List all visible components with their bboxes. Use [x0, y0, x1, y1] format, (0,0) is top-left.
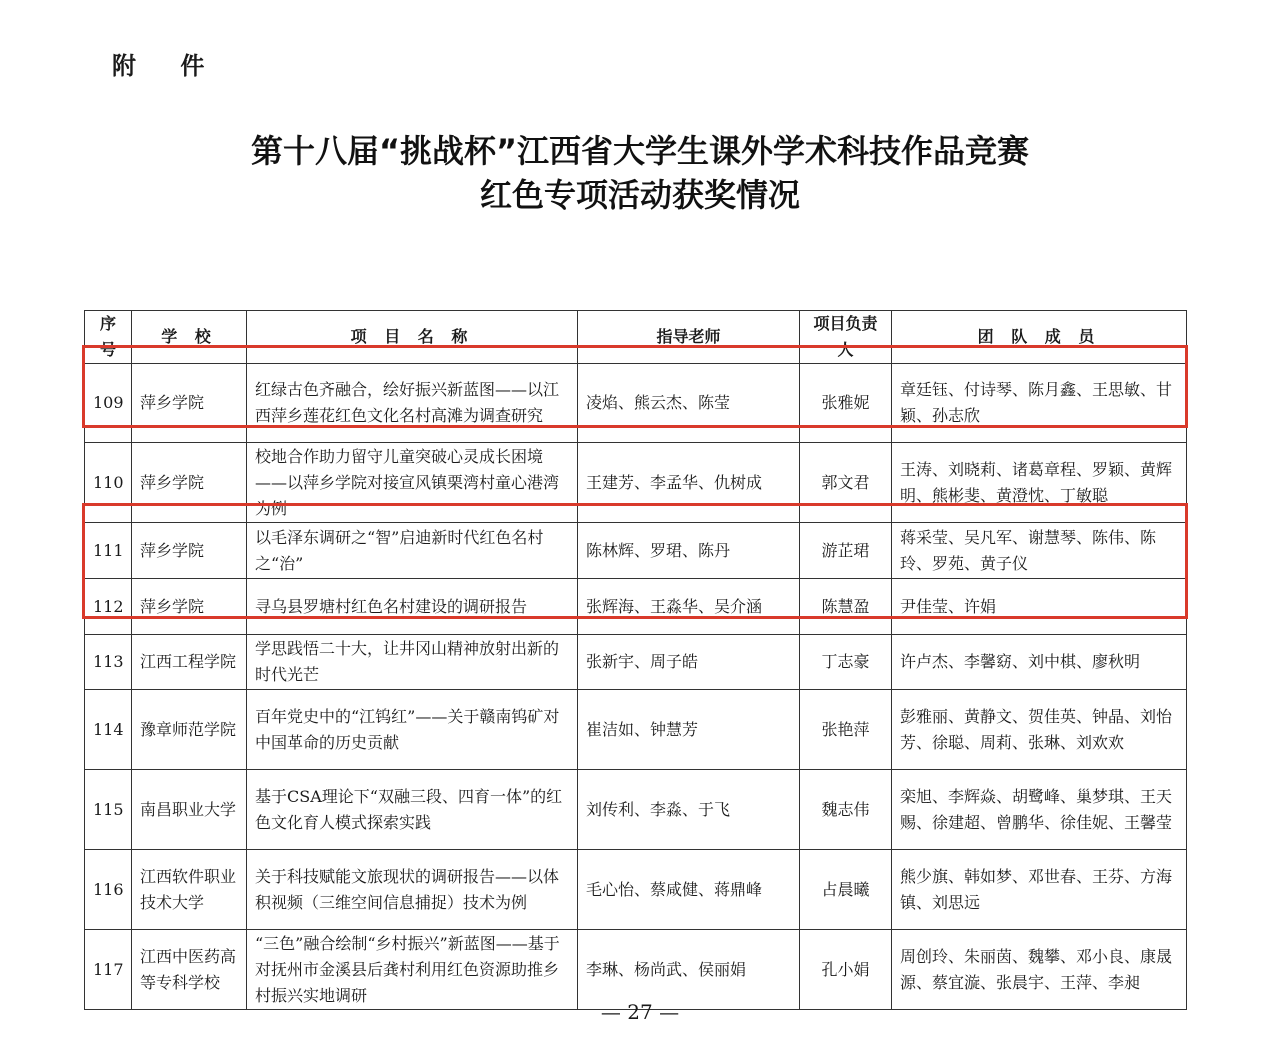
row-school: 南昌职业大学 [132, 770, 247, 850]
row-leader: 郭文君 [800, 443, 892, 523]
document-title-line1: 第十八届“挑战杯”江西省大学生课外学术科技作品竞赛 [250, 132, 1030, 170]
document-title-line2: 红色专项活动获奖情况 [479, 176, 800, 214]
row-school: 萍乡学院 [132, 364, 247, 443]
row-project: 关于科技赋能文旅现状的调研报告——以体积视频（三维空间信息捕捉）技术为例 [247, 850, 578, 930]
attachment-label: 附 件 [112, 52, 223, 80]
awards-table [84, 310, 1187, 1010]
table-row [85, 850, 1187, 930]
row-team: 许卢杰、李馨窈、刘中棋、廖秋明 [892, 635, 1187, 690]
row-project: “三色”融合绘制“乡村振兴”新蓝图——基于对抚州市金溪县后龚村利用红色资源助推乡村振兴实地调研 [247, 930, 578, 1010]
table-row [85, 770, 1187, 850]
header-school: 学 校 [132, 311, 247, 364]
header-no: 序号 [85, 311, 132, 364]
row-school: 江西工程学院 [132, 635, 247, 690]
row-no: 111 [85, 523, 132, 579]
row-project: 基于CSA理论下“双融三段、四育一体”的红色文化育人模式探索实践 [247, 770, 578, 850]
row-advisors: 张新宇、周子皓 [578, 635, 800, 690]
row-advisors: 张辉海、王淼华、吴介涵 [578, 579, 800, 635]
row-team: 周创玲、朱丽茵、魏攀、邓小良、康晟源、蔡宜漩、张晨宇、王萍、李昶 [892, 930, 1187, 1010]
page-number: — 27 — [600, 1000, 680, 1024]
row-project: 学思践悟二十大，让井冈山精神放射出新的时代光芒 [247, 635, 578, 690]
row-advisors: 王建芳、李孟华、仇树成 [578, 443, 800, 523]
table-header-row [85, 311, 1187, 364]
row-advisors: 刘传利、李淼、于飞 [578, 770, 800, 850]
row-no: 116 [85, 850, 132, 930]
header-team: 团 队 成 员 [892, 311, 1187, 364]
row-project: 百年党史中的“江钨红”——关于赣南钨矿对中国革命的历史贡献 [247, 690, 578, 770]
table-row [85, 364, 1187, 443]
header-project: 项 目 名 称 [247, 311, 578, 364]
row-leader: 张雅妮 [800, 364, 892, 443]
row-leader: 游芷珺 [800, 523, 892, 579]
row-school: 江西中医药高等专科学校 [132, 930, 247, 1010]
row-project: 以毛泽东调研之“智”启迪新时代红色名村之“治” [247, 523, 578, 579]
row-advisors: 凌焰、熊云杰、陈莹 [578, 364, 800, 443]
row-no: 115 [85, 770, 132, 850]
row-no: 110 [85, 443, 132, 523]
row-leader: 陈慧盈 [800, 579, 892, 635]
row-school: 豫章师范学院 [132, 690, 247, 770]
row-advisors: 陈林辉、罗珺、陈丹 [578, 523, 800, 579]
row-leader: 魏志伟 [800, 770, 892, 850]
row-no: 117 [85, 930, 132, 1010]
row-team: 章廷钰、付诗琴、陈月鑫、王思敏、甘颖、孙志欣 [892, 364, 1187, 443]
row-school: 萍乡学院 [132, 443, 247, 523]
header-advisors: 指导老师 [578, 311, 800, 364]
row-project: 寻乌县罗塘村红色名村建设的调研报告 [247, 579, 578, 635]
row-no: 113 [85, 635, 132, 690]
row-school: 江西软件职业技术大学 [132, 850, 247, 930]
row-team: 蒋采莹、吴凡军、谢慧琴、陈伟、陈玲、罗苑、黄子仪 [892, 523, 1187, 579]
row-team: 尹佳莹、许娟 [892, 579, 1187, 635]
row-project: 红绿古色齐融合，绘好振兴新蓝图——以江西萍乡莲花红色文化名村高滩为调查研究 [247, 364, 578, 443]
row-leader: 丁志豪 [800, 635, 892, 690]
row-team: 王涛、刘晓莉、诸葛章程、罗颖、黄辉明、熊彬斐、黄澄忱、丁敏聪 [892, 443, 1187, 523]
row-leader: 张艳萍 [800, 690, 892, 770]
row-leader: 占晨曦 [800, 850, 892, 930]
row-no: 109 [85, 364, 132, 443]
row-team: 栾旭、李辉焱、胡鹭峰、巢梦琪、王天赐、徐建超、曾鹏华、徐佳妮、王馨莹 [892, 770, 1187, 850]
row-school: 萍乡学院 [132, 579, 247, 635]
table-row [85, 690, 1187, 770]
row-advisors: 毛心怡、蔡咸健、蒋鼎峰 [578, 850, 800, 930]
header-leader: 项目负责人 [800, 311, 892, 364]
row-advisors: 李琳、杨尚武、侯丽娟 [578, 930, 800, 1010]
row-no: 114 [85, 690, 132, 770]
table-row [85, 635, 1187, 690]
row-school: 萍乡学院 [132, 523, 247, 579]
table-row [85, 579, 1187, 635]
row-no: 112 [85, 579, 132, 635]
row-team: 熊少旗、韩如梦、邓世春、王芬、方海镇、刘思远 [892, 850, 1187, 930]
row-leader: 孔小娟 [800, 930, 892, 1010]
row-team: 彭雅丽、黄静文、贺佳英、钟晶、刘怡芳、徐聪、周莉、张琳、刘欢欢 [892, 690, 1187, 770]
table-row [85, 930, 1187, 1010]
row-project: 校地合作助力留守儿童突破心灵成长困境——以萍乡学院对接宣风镇栗湾村童心港湾为例 [247, 443, 578, 523]
table-row [85, 443, 1187, 523]
row-advisors: 崔洁如、钟慧芳 [578, 690, 800, 770]
table-row [85, 523, 1187, 579]
